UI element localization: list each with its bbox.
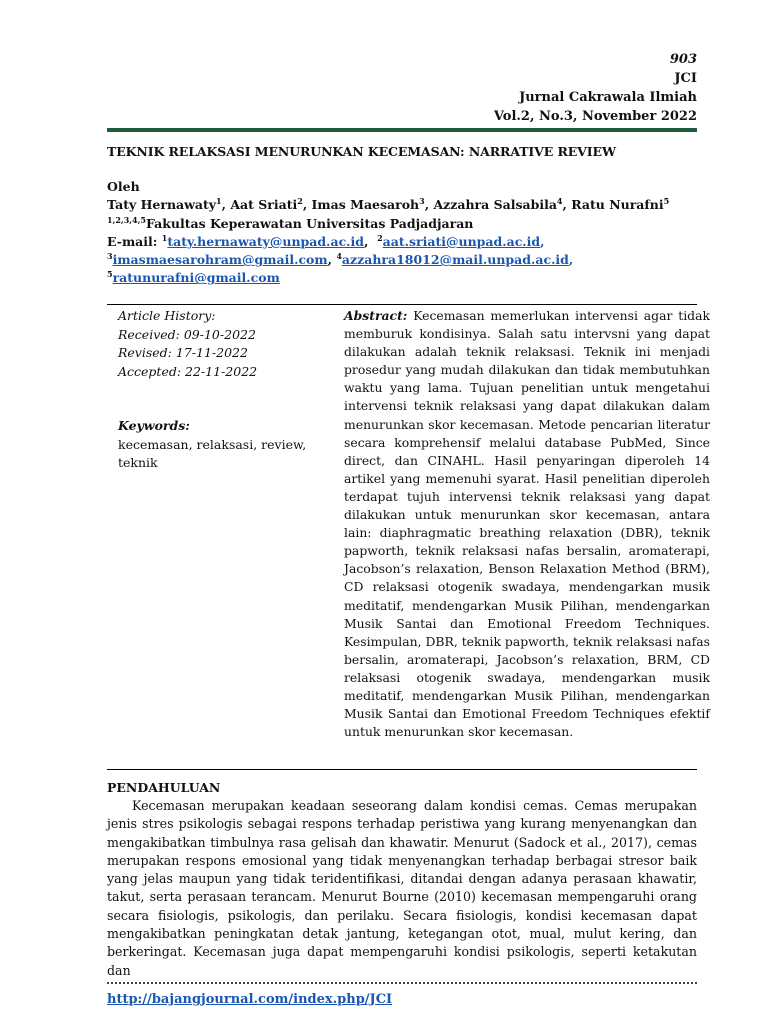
keywords-heading: Keywords: xyxy=(118,418,190,433)
introduction-section xyxy=(107,780,697,980)
email-sup: 4 xyxy=(336,251,342,262)
author-name: Imas Maesaroh xyxy=(311,197,420,213)
article-title: TEKNIK RELAKSASI MENURUNKAN KECEMASAN: NARRATIVE REVIEW xyxy=(107,144,616,159)
email-sup: 3 xyxy=(107,251,113,262)
revised-date: Revised: 17-11-2022 xyxy=(118,345,248,360)
author-sup: 1 xyxy=(216,196,222,207)
volume-issue: Vol.2, No.3, November 2022 xyxy=(493,109,697,124)
email-sup: 5 xyxy=(107,269,113,280)
journal-abbreviation: JCI xyxy=(674,71,697,86)
section-heading: PENDAHULUAN xyxy=(107,780,221,795)
email-link[interactable]: aat.sriati@unpad.ac.id xyxy=(382,233,541,249)
affiliation-text: Fakultas Keperawatan Universitas Padjadjaran xyxy=(145,215,474,231)
affiliation xyxy=(107,215,707,233)
history-heading: Article History: xyxy=(118,308,216,323)
author-name: Ratu Nurafni xyxy=(571,197,664,213)
body-paragraph: Kecemasan merupakan keadaan seseorang dalam kondisi cemas. Cemas merupakan jenis stres psikologis sebagai respons terhadap peristiwa yang kurang menyenangkan dan mengakibatkan timbulnya rasa gelisah dan khawatir. Menurut (Sadock et al., 2017), cemas merupakan respons emosional yang tidak menyenangkan terhadap berbagai stresor baik yang jelas maupun yang tidak teridentifikasi, ditandai dengan adanya perasaan khawatir, takut, serta perasaan terancam. Menurut Bourne (2010) kecemasan mempengaruhi orang secara fisiologis, psikologis, dan perilaku. Secara fisiologis, kondisi kecemasan dapat mengakibatkan peningkatan detak jantung, ketegangan otot, mual, mulut kering, dan berkeringat. Kecemasan juga dapat mempengaruhi kondisi psikologis, seperti ketakutan dan xyxy=(107,798,697,978)
email-sup: 2 xyxy=(377,232,383,243)
email-link[interactable]: azzahra18012@mail.unpad.ac.id xyxy=(341,252,569,268)
page-number: 903 xyxy=(669,52,697,67)
header-rule xyxy=(107,128,697,132)
abstract-column xyxy=(344,307,710,741)
footer-divider xyxy=(107,982,697,984)
email-link[interactable]: taty.hernawaty@unpad.ac.id xyxy=(167,233,365,249)
author-name: Taty Hernawaty xyxy=(107,197,217,213)
author-sup: 2 xyxy=(297,196,303,207)
by-label: Oleh xyxy=(107,179,140,194)
email-label: E-mail: xyxy=(107,233,162,249)
affiliation-sup: 1,2,3,4,5 xyxy=(107,214,146,225)
author-name: Aat Sriati xyxy=(230,197,298,213)
author-list: Taty Hernawaty$^1$, Aat Sriati$^2$, Imas Maesaroh$^3$, Azzahra Salsabila$^4$, Ratu Nurafni$^5$ xyxy=(107,196,670,213)
email-line-3 xyxy=(107,269,707,287)
email-link[interactable]: ratunurafni@gmail.com xyxy=(112,270,280,286)
author-sup: 4 xyxy=(556,196,563,207)
abstract-text: Kecemasan memerlukan intervensi agar tidak memburuk kondisinya. Salah satu intervsni yang dapat dilakukan adalah teknik relaksasi. Teknik ini menjadi prosedur yang mudah dilakukan dan tidak membutuhkan waktu yang lama. Tujuan penelitian untuk mengetahui intervensi teknik relaksasi yang dapat dilakukan dalam menurunkan skor kecemasan. Metode pencarian literatur secara komprehensif melalui database PubMed, Since direct, dan CINAHL. Hasil penyaringan diperoleh 14 artikel yang memenuhi syarat. Hasil penelitian diperoleh terdapat tujuh intervensi teknik relaksasi yang dapat dilakukan untuk menurunkan skor kecemasan, antara lain: diaphragmatic breathing relaxation (DBR), teknik papworth, teknik relaksasi nafas bersalin, aromaterapi, Jacobson’s relaxation, Benson Relaxation Method (BRM), CD relaksasi otogenik swadaya, mendengarkan musik meditatif, mendengarkan Musik Pilihan, mendengarkan Musik Santai dan Emotional Freedom Techniques. Kesimpulan, DBR, teknik papworth, teknik relaksasi nafas bersalin, aromaterapi, Jacobson’s relaxation, BRM, CD relaksasi otogenik swadaya, mendengarkan musik meditatif, mendengarkan Musik Pilihan, mendengarkan Musik Santai dan Emotional Freedom Techniques efektif untuk menurunkan skor kecemasan. xyxy=(344,308,711,740)
article-meta-column xyxy=(118,307,328,473)
author-sup: 3 xyxy=(419,196,425,207)
journal-url-link[interactable]: http://bajangjournal.com/index.php/JCI xyxy=(107,992,393,1007)
email-line-2: $^3$imasmaesarohram@gmail.com, $^4$azzahra18012@mail.unpad.ac.id, xyxy=(107,251,574,268)
email-link[interactable]: imasmaesarohram@gmail.com xyxy=(112,252,328,268)
email-line-1: E-mail: $^1$taty.hernawaty@unpad.ac.id, $^2$aat.sriati@unpad.ac.id, xyxy=(107,232,545,249)
received-date: Received: 09-10-2022 xyxy=(118,326,256,342)
author-block xyxy=(107,178,707,288)
journal-name: Jurnal Cakrawala Ilmiah xyxy=(519,90,697,105)
journal-header xyxy=(297,50,697,126)
author-name: Azzahra Salsabila xyxy=(433,197,557,213)
abstract-heading: Abstract: xyxy=(344,308,408,323)
keywords-text: kecemasan, relaksasi, review, teknik xyxy=(118,436,307,470)
article-info-table xyxy=(107,304,711,770)
author-sup: 5 xyxy=(663,196,670,207)
email-sup: 1 xyxy=(161,232,168,243)
accepted-date: Accepted: 22-11-2022 xyxy=(118,363,258,379)
